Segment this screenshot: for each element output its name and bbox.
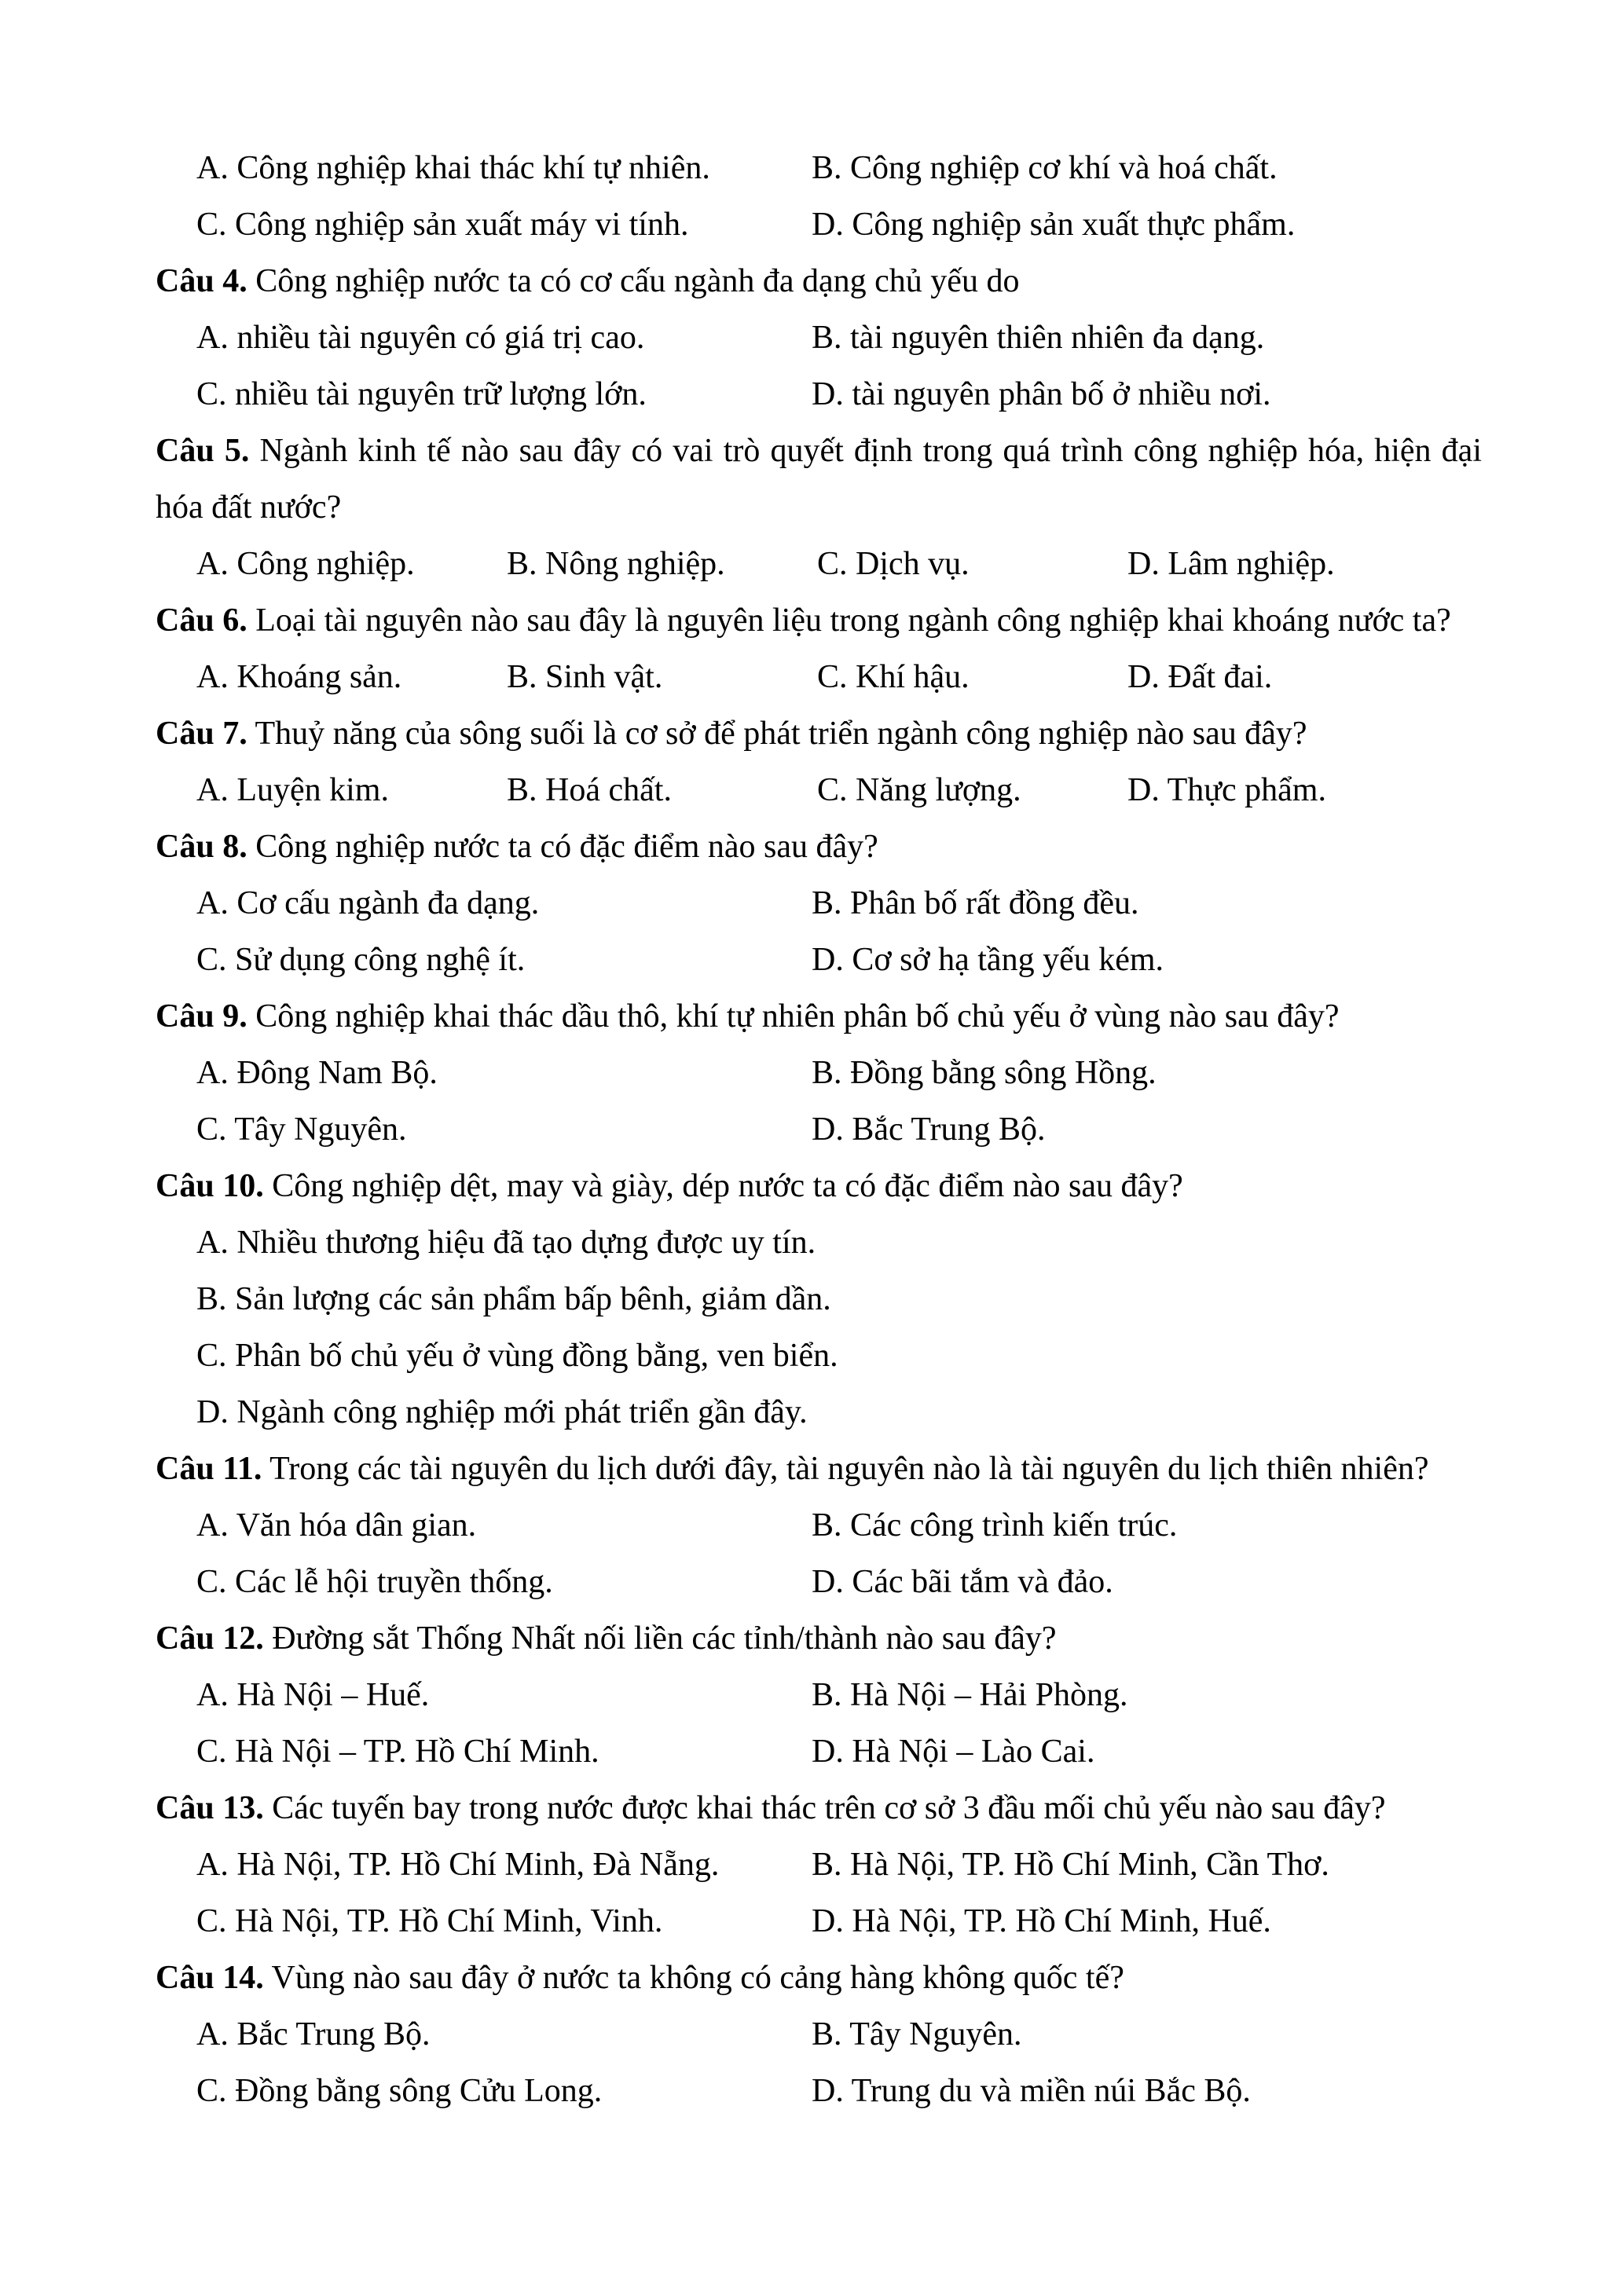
option-text: Đất đai. (1168, 659, 1273, 695)
option-label: D. (812, 207, 844, 243)
question-number: Câu 7. (156, 716, 247, 752)
option-b (507, 762, 672, 818)
option-label: D. (1127, 772, 1160, 808)
option-label: C. (196, 1338, 227, 1374)
option-label: D. (812, 1111, 844, 1148)
option-label: C. (196, 1903, 227, 1939)
option-b (196, 1271, 831, 1327)
option-text: Đồng bằng sông Cửu Long. (235, 2073, 603, 2109)
option-label: B. (812, 885, 842, 921)
option-text: Các bãi tắm và đảo. (852, 1564, 1113, 1600)
option-text: Sinh vật. (545, 659, 663, 695)
option-label: A. (196, 2016, 229, 2052)
option-text: Trung du và miền núi Bắc Bộ. (851, 2073, 1251, 2109)
question-row (0, 423, 1624, 479)
question-number: Câu 10. (156, 1168, 264, 1204)
question-stem-line (156, 818, 878, 875)
option-d (1127, 649, 1272, 705)
question-stem-line (156, 253, 1019, 309)
option-label: A. (196, 1677, 229, 1713)
options-row (0, 366, 1624, 423)
options-row (0, 1384, 1624, 1441)
question-number: Câu 4. (156, 263, 247, 299)
option-b (812, 1045, 1157, 1101)
option-text: Công nghiệp. (236, 546, 415, 582)
option-d (812, 1101, 1046, 1158)
option-b (812, 309, 1264, 366)
question-stem-line (156, 705, 1307, 762)
option-text: Lâm nghiệp. (1168, 546, 1335, 582)
option-label: A. (196, 150, 229, 186)
option-d (812, 1893, 1271, 1950)
option-c (817, 536, 970, 592)
option-text: Cơ cấu ngành đa dạng. (236, 885, 540, 921)
option-text: Tây Nguyên. (234, 1111, 407, 1148)
option-label: B. (507, 546, 537, 582)
option-label: C. (196, 207, 227, 243)
options-row (0, 1667, 1624, 1723)
option-a (196, 762, 389, 818)
option-d (1127, 536, 1335, 592)
question-stem: Công nghiệp nước ta có đặc điểm nào sau đây? (255, 829, 878, 865)
option-b (507, 536, 725, 592)
options-row (0, 196, 1624, 253)
option-b (812, 1836, 1329, 1893)
question-row (0, 592, 1624, 649)
question-stem-line (156, 592, 1451, 649)
option-text: tài nguyên thiên nhiên đa dạng. (850, 320, 1265, 356)
question-stem: Công nghiệp nước ta có cơ cấu ngành đa dạng chủ yếu do (255, 263, 1020, 299)
option-text: Luyện kim. (236, 772, 389, 808)
question-row (0, 1158, 1624, 1214)
question-row (0, 705, 1624, 762)
option-text: Hà Nội, TP. Hồ Chí Minh, Đà Nẵng. (236, 1847, 720, 1883)
option-label: A. (196, 659, 229, 695)
option-b (812, 1497, 1177, 1554)
option-label: A. (196, 546, 229, 582)
option-c (196, 1723, 599, 1780)
question-stem-line (156, 1950, 1124, 2006)
option-d (812, 932, 1164, 988)
options-row (0, 309, 1624, 366)
options-row (0, 2006, 1624, 2063)
option-label: D. (812, 1903, 844, 1939)
option-label: B. (196, 1281, 227, 1317)
option-text: Hà Nội – TP. Hồ Chí Minh. (235, 1734, 599, 1770)
option-text: tài nguyên phân bố ở nhiều nơi. (852, 376, 1271, 412)
option-a (196, 1667, 429, 1723)
question-stem: Loại tài nguyên nào sau đây là nguyên liệu trong ngành công nghiệp khai khoáng nước ta? (255, 602, 1451, 639)
option-text: Thực phẩm. (1167, 772, 1326, 808)
question-stem-line (156, 479, 341, 536)
question-stem: Thuỷ năng của sông suối là cơ sở để phát triển ngành công nghiệp nào sau đây? (255, 716, 1307, 752)
option-text: Hà Nội – Hải Phòng. (850, 1677, 1128, 1713)
question-stem-line (156, 1780, 1385, 1836)
option-label: A. (196, 1055, 229, 1091)
question-number: Câu 13. (156, 1790, 264, 1826)
option-text: Sản lượng các sản phẩm bấp bênh, giảm dần. (235, 1281, 831, 1317)
option-text: Công nghiệp cơ khí và hoá chất. (850, 150, 1278, 186)
options-row (0, 140, 1624, 196)
option-text: Hà Nội, TP. Hồ Chí Minh, Cần Thơ. (850, 1847, 1329, 1883)
question-number: Câu 8. (156, 829, 247, 865)
option-label: B. (812, 2016, 842, 2052)
option-text: Nhiều thương hiệu đã tạo dựng được uy tín. (236, 1225, 816, 1261)
question-row (0, 988, 1624, 1045)
option-text: Dịch vụ. (856, 546, 970, 582)
option-c (196, 196, 688, 253)
question-row (0, 1610, 1624, 1667)
option-b (812, 140, 1278, 196)
question-number: Câu 9. (156, 998, 247, 1034)
option-text: Tây Nguyên. (849, 2016, 1022, 2052)
option-c (817, 649, 970, 705)
option-label: B. (812, 1847, 842, 1883)
question-stem: hóa đất nước? (156, 489, 342, 525)
options-row (0, 1271, 1624, 1327)
question-stem-line (156, 988, 1340, 1045)
option-a (196, 2006, 431, 2063)
option-text: Bắc Trung Bộ. (236, 2016, 431, 2052)
question-row (0, 1780, 1624, 1836)
option-label: C. (196, 1734, 227, 1770)
options-row (0, 1327, 1624, 1384)
question-stem-line (156, 1441, 1428, 1497)
option-text: nhiều tài nguyên có giá trị cao. (236, 320, 645, 356)
question-stem: Trong các tài nguyên du lịch dưới đây, tài nguyên nào là tài nguyên du lịch thiên nhiên? (269, 1451, 1429, 1487)
option-label: C. (196, 1111, 227, 1148)
option-text: Công nghiệp sản xuất máy vi tính. (235, 207, 689, 243)
option-text: Văn hóa dân gian. (236, 1507, 477, 1543)
option-label: A. (196, 1847, 229, 1883)
options-row (0, 1214, 1624, 1271)
options-row (0, 649, 1624, 705)
option-a (196, 140, 710, 196)
option-text: Khoáng sản. (236, 659, 402, 695)
options-row (0, 875, 1624, 932)
option-text: Các lễ hội truyền thống. (235, 1564, 553, 1600)
question-number: Câu 12. (156, 1620, 264, 1657)
option-text: Hà Nội – Huế. (236, 1677, 430, 1713)
option-label: A. (196, 320, 229, 356)
option-label: D. (812, 1734, 844, 1770)
option-d (812, 1723, 1094, 1780)
option-text: Công nghiệp sản xuất thực phẩm. (852, 207, 1296, 243)
question-stem-line (156, 1610, 1057, 1667)
option-text: Hoá chất. (545, 772, 672, 808)
options-row (0, 1893, 1624, 1950)
question-row (0, 1950, 1624, 2006)
option-label: A. (196, 772, 229, 808)
option-label: A. (196, 1507, 229, 1543)
option-label: A. (196, 1225, 229, 1261)
options-row (0, 2063, 1624, 2119)
option-text: Sử dụng công nghệ ít. (235, 942, 526, 978)
option-label: B. (812, 320, 842, 356)
option-c (196, 1554, 553, 1610)
option-label: D. (1127, 546, 1160, 582)
option-c (817, 762, 1021, 818)
option-label: C. (817, 772, 848, 808)
option-label: A. (196, 885, 229, 921)
option-c (196, 2063, 602, 2119)
question-row (0, 1441, 1624, 1497)
option-b (812, 875, 1138, 932)
option-text: Nông nghiệp. (545, 546, 725, 582)
option-label: B. (812, 150, 842, 186)
option-a (196, 536, 415, 592)
option-d (812, 366, 1271, 423)
option-a (196, 649, 401, 705)
option-label: D. (812, 2073, 844, 2109)
option-text: Các công trình kiến trúc. (850, 1507, 1178, 1543)
option-label: B. (812, 1507, 842, 1543)
option-text: Ngành công nghiệp mới phát triển gần đây. (236, 1394, 808, 1430)
question-number: Câu 11. (156, 1451, 262, 1487)
option-b (812, 2006, 1022, 2063)
option-label: B. (507, 772, 537, 808)
option-label: B. (812, 1055, 842, 1091)
question-stem: Công nghiệp khai thác dầu thô, khí tự nhiên phân bố chủ yếu ở vùng nào sau đây? (255, 998, 1340, 1034)
option-text: Phân bố rất đồng đều. (850, 885, 1139, 921)
option-b (507, 649, 662, 705)
option-text: Cơ sở hạ tầng yếu kém. (852, 942, 1164, 978)
options-row (0, 1836, 1624, 1893)
question-number: Câu 14. (156, 1960, 264, 1996)
question-number: Câu 6. (156, 602, 247, 639)
question-stem: Ngành kinh tế nào sau đây có vai trò quyết định trong quá trình công nghiệp hóa, hiện đại (259, 433, 1482, 469)
option-label: D. (812, 1564, 844, 1600)
option-a (196, 1214, 816, 1271)
option-text: Năng lượng. (856, 772, 1021, 808)
option-label: C. (196, 2073, 227, 2109)
option-d (1127, 762, 1326, 818)
option-a (196, 1497, 476, 1554)
option-text: Hà Nội, TP. Hồ Chí Minh, Vinh. (235, 1903, 663, 1939)
option-label: B. (507, 659, 537, 695)
options-row (0, 1101, 1624, 1158)
question-row (0, 479, 1624, 536)
option-text: nhiều tài nguyên trữ lượng lớn. (235, 376, 647, 412)
option-d (812, 1554, 1113, 1610)
question-row (0, 253, 1624, 309)
option-c (196, 366, 647, 423)
options-row (0, 1045, 1624, 1101)
option-c (196, 932, 525, 988)
option-d (196, 1384, 808, 1441)
options-row (0, 1554, 1624, 1610)
option-text: Đông Nam Bộ. (236, 1055, 438, 1091)
question-stem: Đường sắt Thống Nhất nối liền các tỉnh/thành nào sau đây? (272, 1620, 1057, 1657)
option-text: Hà Nội – Lào Cai. (852, 1734, 1095, 1770)
question-stem: Công nghiệp dệt, may và giày, dép nước ta có đặc điểm nào sau đây? (272, 1168, 1183, 1204)
question-stem-line (156, 423, 1482, 479)
option-b (812, 1667, 1128, 1723)
option-a (196, 875, 539, 932)
option-a (196, 1836, 719, 1893)
document-content (0, 140, 1624, 2119)
question-stem: Vùng nào sau đây ở nước ta không có cảng hàng không quốc tế? (271, 1960, 1124, 1996)
question-stem-line (156, 1158, 1183, 1214)
option-label: C. (817, 546, 848, 582)
option-d (812, 196, 1295, 253)
option-a (196, 309, 644, 366)
option-text: Hà Nội, TP. Hồ Chí Minh, Huế. (852, 1903, 1271, 1939)
options-row (0, 1723, 1624, 1780)
option-label: D. (1127, 659, 1160, 695)
options-row (0, 762, 1624, 818)
option-text: Đồng bằng sông Hồng. (850, 1055, 1157, 1091)
option-text: Công nghiệp khai thác khí tự nhiên. (236, 150, 710, 186)
option-a (196, 1045, 438, 1101)
option-label: C. (196, 376, 227, 412)
option-c (196, 1327, 838, 1384)
option-c (196, 1893, 662, 1950)
option-label: D. (812, 376, 844, 412)
option-label: D. (812, 942, 844, 978)
option-text: Phân bố chủ yếu ở vùng đồng bằng, ven biển. (235, 1338, 838, 1374)
option-text: Khí hậu. (856, 659, 970, 695)
option-label: C. (817, 659, 848, 695)
options-row (0, 932, 1624, 988)
options-row (0, 536, 1624, 592)
question-number: Câu 5. (156, 433, 250, 469)
option-d (812, 2063, 1251, 2119)
option-label: D. (196, 1394, 229, 1430)
option-label: C. (196, 942, 227, 978)
option-label: B. (812, 1677, 842, 1713)
option-label: C. (196, 1564, 227, 1600)
option-text: Bắc Trung Bộ. (852, 1111, 1046, 1148)
question-stem: Các tuyến bay trong nước được khai thác trên cơ sở 3 đầu mối chủ yếu nào sau đây? (272, 1790, 1386, 1826)
question-row (0, 818, 1624, 875)
option-c (196, 1101, 407, 1158)
options-row (0, 1497, 1624, 1554)
